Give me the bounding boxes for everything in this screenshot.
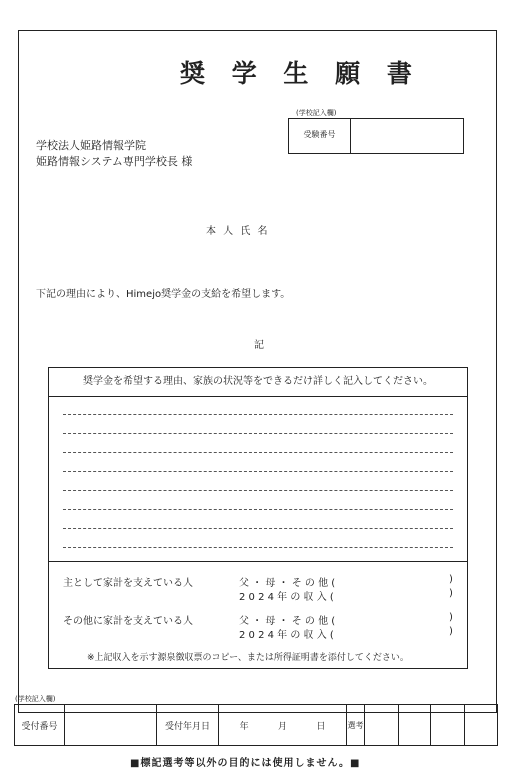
date-day: 日 xyxy=(316,721,326,732)
reason-divider xyxy=(49,561,467,562)
ki-label: 記 xyxy=(254,340,264,351)
applicant-name-label: 本 人 氏 名 xyxy=(206,226,270,237)
selection-cell[interactable] xyxy=(399,705,431,745)
exam-number-box xyxy=(288,118,464,154)
footer-note: ■標記選考等以外の目的には使用しません。■ xyxy=(130,758,361,769)
date-month: 月 xyxy=(277,721,287,732)
exam-number-field[interactable] xyxy=(351,119,463,153)
form-title: 奨 学 生 願 書 xyxy=(180,59,421,88)
main-income-label[interactable]: 2 0 2 4 年 の 収 入 ( xyxy=(239,592,334,603)
reason-line[interactable] xyxy=(63,509,453,510)
request-text: 下記の理由により、Himejo奨学金の支給を希望します。 xyxy=(36,289,291,300)
addressee-line2: 姫路情報システム専門学校長 様 xyxy=(36,155,193,168)
selection-cell[interactable] xyxy=(431,705,465,745)
reason-line[interactable] xyxy=(63,547,453,548)
date-year: 年 xyxy=(239,721,249,732)
selection-label: 選考 xyxy=(347,705,365,745)
reason-line[interactable] xyxy=(63,528,453,529)
bottom-school-use-note: (学校記入欄) xyxy=(15,695,56,703)
school-use-note: (学校記入欄) xyxy=(296,109,337,117)
other-supporter-label: その他に家計を支えている人 xyxy=(63,616,193,627)
main-supporter-label: 主として家計を支えている人 xyxy=(63,578,193,589)
receipt-number-label: 受付番号 xyxy=(15,705,65,745)
receipt-date-label: 受付年月日 xyxy=(157,705,219,745)
applicant-name-field[interactable] xyxy=(262,218,472,238)
reason-heading: 奨学金を希望する理由、家族の状況等をできるだけ詳しく記入してください。 xyxy=(49,368,467,397)
main-relation-options[interactable]: 父 ・ 母 ・ そ の 他 ( xyxy=(239,578,336,589)
addressee-line1: 学校法人姫路情報学院 xyxy=(36,139,146,152)
close-paren: ) xyxy=(449,588,453,599)
close-paren: ) xyxy=(449,574,453,585)
reason-line[interactable] xyxy=(63,490,453,491)
selection-cell[interactable] xyxy=(365,705,399,745)
office-use-table xyxy=(14,704,498,746)
reason-box xyxy=(48,367,468,669)
close-paren: ) xyxy=(449,612,453,623)
receipt-date-field[interactable] xyxy=(219,705,347,745)
exam-number-label: 受験番号 xyxy=(289,119,351,153)
other-relation-options[interactable]: 父 ・ 母 ・ そ の 他 ( xyxy=(239,616,336,627)
reason-line[interactable] xyxy=(63,452,453,453)
receipt-number-field[interactable] xyxy=(65,705,157,745)
attachment-note: ※上記収入を示す源泉徴収票のコピー、または所得証明書を添付してください。 xyxy=(87,653,409,663)
close-paren: ) xyxy=(449,626,453,637)
reason-line[interactable] xyxy=(63,414,453,415)
selection-cell[interactable] xyxy=(465,705,497,745)
other-income-label[interactable]: 2 0 2 4 年 の 収 入 ( xyxy=(239,630,334,641)
reason-line[interactable] xyxy=(63,433,453,434)
reason-line[interactable] xyxy=(63,471,453,472)
